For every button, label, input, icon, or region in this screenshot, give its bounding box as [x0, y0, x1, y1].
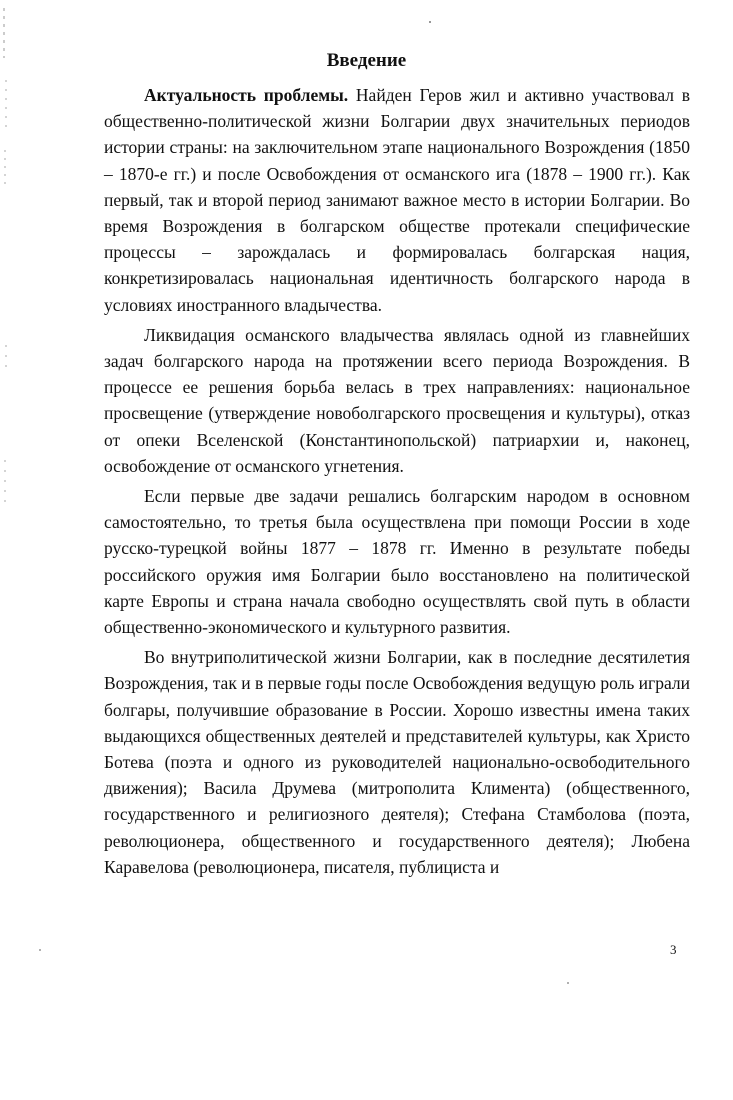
paragraph-text: Найден Геров жил и активно участвовал в общественно-политической жизни Болгарии двух значительных периодов истории страны: на заключительном этапе национального Возрождения (1850 – 1870-е гг.) и после Освобождения от османского ига (1878 – 1900 гг.). Как первый, так и второй период занимают важное место в истории Болгарии. Во время Возрождения в болгарском обществе протекали специфические процессы – зарождалась и формировалась болгарская нация, конкретизировалась национальная идентичность болгарского народа в условиях иностранного владычества. [104, 85, 690, 315]
paragraph-relevance [104, 82, 690, 318]
page-number: 3 [670, 942, 677, 957]
paragraph-text: Если первые две задачи решались болгарским народом в основном самостоятельно, то третья была осуществлена при помощи России в ходе русско-турецкой войны 1877 – 1878 гг. Именно в результате победы российского оружия имя Болгарии было восстановлено на политической карте Европы и страна начала свободно осуществлять свой путь в области общественно-экономического и культурного развития. [104, 486, 690, 638]
document-title: Введение [326, 50, 407, 71]
paragraph-text: Ликвидация османского владычества являлась одной из главнейших задач болгарского народа на протяжении всего периода Возрождения. В процессе ее решения борьба велась в трех направлениях: национальное просвещение (утверждение новоболгарского просвещения и культуры), отказ от опеки Вселенской (Константинопольской) патриархии и, наконец, освобождение от османского угнетения. [104, 324, 690, 476]
document-body [104, 82, 690, 880]
paragraph-text: Во внутриполитической жизни Болгарии, как в последние десятилетия Возрождения, так и в первые годы после Освобождения ведущую роль играли болгары, получившие образование в России. Хорошо известны имена таких выдающихся общественных деятелей и представителей культуры, как Христо Ботева (поэта и одного из руководителей национально-освободительного движения); Васила Друмева (митрополита Климента) (общественного, государственного и религиозного деятеля); Стефана Стамболова (поэта, революционера, общественного и государственного деятеля); Любена Каравелова (революционера, писателя, публициста и [104, 647, 690, 877]
paragraph-ottoman-rule [104, 322, 690, 479]
paragraph-domestic-politics [104, 644, 690, 880]
paragraph-liberation [104, 483, 690, 640]
paragraph-lead: Актуальность проблемы. [144, 85, 349, 105]
